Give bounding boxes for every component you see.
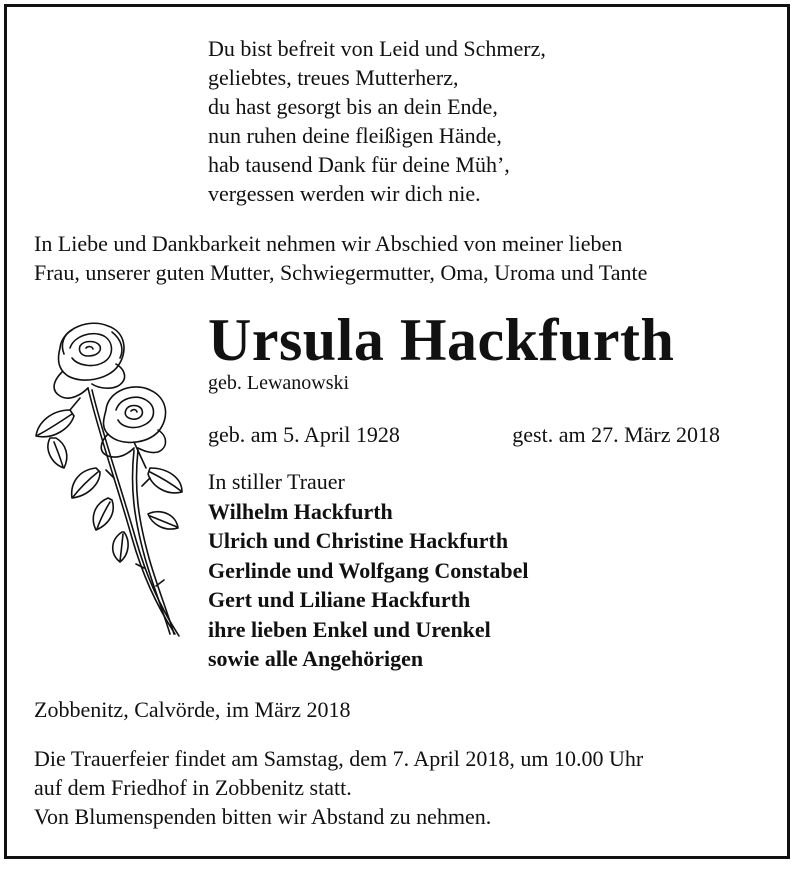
mourner-name: ihre lieben Enkel und Urenkel xyxy=(208,616,491,642)
poem-line: geliebtes, treues Mutterherz, xyxy=(208,65,459,90)
poem-line: Du bist befreit von Leid und Schmerz, xyxy=(208,36,546,61)
rose-illustration-icon xyxy=(30,318,190,648)
poem-line: nun ruhen deine fleißigen Hände, xyxy=(208,123,502,148)
birth-date: geb. am 5. April 1928 xyxy=(208,422,400,447)
maiden-name: geb. Lewanowski xyxy=(208,372,350,394)
funeral-notice xyxy=(34,744,643,831)
poem-line: vergessen werden wir dich nie. xyxy=(208,181,481,206)
funeral-line: auf dem Friedhof in Zobbenitz statt. xyxy=(34,775,352,800)
deceased-name: Ursula Hackfurth xyxy=(208,307,675,373)
memorial-poem xyxy=(208,34,546,208)
mourner-name: Ulrich und Christine Hackfurth xyxy=(208,528,509,553)
funeral-line: Von Blumenspenden bitten wir Abstand zu nehmen. xyxy=(34,804,492,829)
death-date: gest. am 27. März 2018 xyxy=(512,422,720,447)
poem-line: du hast gesorgt bis an dein Ende, xyxy=(208,94,498,119)
place-and-date: Zobbenitz, Calvörde, im März 2018 xyxy=(34,697,351,722)
mourner-name: Wilhelm Hackfurth xyxy=(208,498,393,524)
farewell-intro xyxy=(34,229,770,287)
mourner-name: Gerlinde und Wolfgang Constabel xyxy=(208,557,529,583)
intro-line: Frau, unserer guten Mutter, Schwiegermutter, Oma, Uroma und Tante xyxy=(34,260,648,285)
mourner-name: Gert und Liliane Hackfurth xyxy=(208,587,471,612)
poem-line: hab tausend Dank für deine Müh’, xyxy=(208,152,510,177)
funeral-line: Die Trauerfeier findet am Samstag, dem 7. April 2018, um 10.00 Uhr xyxy=(34,746,644,771)
intro-line: In Liebe und Dankbarkeit nehmen wir Abschied von meiner lieben xyxy=(34,231,623,256)
mourner-name: sowie alle Angehörigen xyxy=(208,646,424,671)
life-dates xyxy=(208,420,720,449)
mourners-list xyxy=(208,467,529,674)
mourners-intro: In stiller Trauer xyxy=(208,469,345,494)
